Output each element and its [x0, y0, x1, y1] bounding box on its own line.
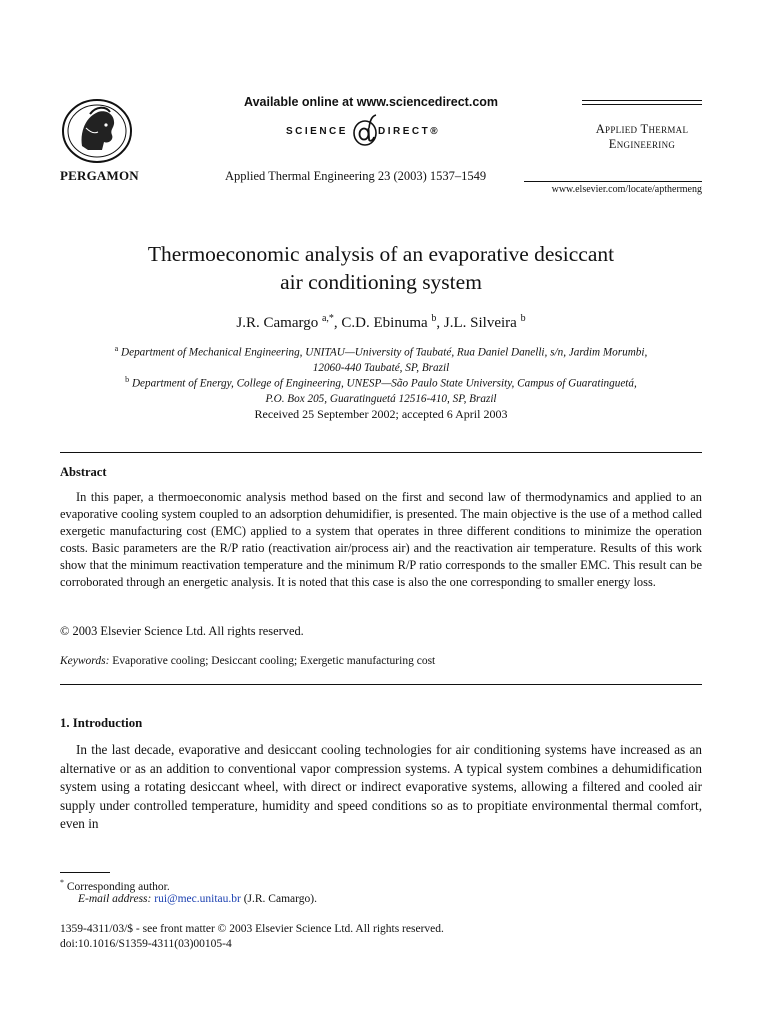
journal-rule-top	[582, 100, 702, 101]
introduction-text: In the last decade, evaporative and desiccant cooling technologies for air conditioning systems have increased as an alternative or as an addition to conventional vapor compression systems. A typical system combines a dehumidification system using a rotating desiccant wheel, with direct or indirect evaporative systems, allowing a filtered and cooled air supply under controlled temperature, humidity and speed conditions so as to propitiate environmental thermal comfort, even in	[60, 742, 702, 832]
journal-name-line1: Applied Thermal	[595, 122, 689, 136]
abstract-bottom-rule	[60, 684, 702, 685]
author-affiliation-mark[interactable]: b	[431, 313, 437, 324]
email-link[interactable]: rui@mec.unitau.br	[154, 893, 241, 905]
author-list	[60, 313, 702, 332]
at-sign-icon	[352, 114, 378, 148]
affiliation-mark: b	[125, 375, 130, 384]
section-heading-introduction: 1. Introduction	[60, 716, 143, 730]
author-name: J.L. Silveira	[443, 315, 517, 331]
doi-link[interactable]: doi:10.1016/S1359-4311(03)00105-4	[60, 938, 232, 950]
email-label: E-mail address:	[78, 893, 152, 905]
author-affiliation-mark[interactable]: b	[520, 313, 526, 324]
affiliation-b	[60, 373, 702, 406]
journal-citation: Applied Thermal Engineering 23 (2003) 1537–1549	[225, 169, 487, 183]
abstract-top-rule	[60, 452, 702, 453]
footnote-text: Corresponding author.	[66, 880, 170, 893]
issn-line: 1359-4311/03/$ - see front matter © 2003 Elsevier Science Ltd. All rights reserved.	[60, 923, 444, 935]
email-owner: (J.R. Camargo).	[243, 893, 317, 905]
journal-url-link[interactable]: www.elsevier.com/locate/apthermeng	[551, 184, 702, 195]
sciencedirect-left-text: SCIENCE	[286, 126, 348, 137]
keywords	[60, 655, 435, 667]
keywords-label: Keywords:	[60, 655, 110, 667]
article-title	[60, 240, 702, 296]
footnote-rule	[60, 872, 110, 873]
author-name: C.D. Ebinuma	[341, 315, 428, 331]
keywords-list: Evaporative cooling; Desiccant cooling; Exergetic manufacturing cost	[112, 655, 436, 667]
affiliation-a	[60, 342, 702, 375]
received-dates: Received 25 September 2002; accepted 6 April 2003	[254, 407, 508, 421]
abstract-text: In this paper, a thermoeconomic analysis method based on the first and second law of thermodynamics and applied to an evaporative cooling system coupled to an adsorption dehumidifier, is presented. The main objective is the use of a method called exergetic manufacturing cost (EMC) applied to a system that operates in three different conditions to minimize the operation costs. Basic parameters are the R/P ratio (reactivation air/process air) and the reactivation air temperature. Results of this work show that the minimum reactivation temperature and the minimum R/P ratio corresponds to the smaller EMC. This result can be corroborated through an energetic analysis. It is noted that this case is also the one corresponding to smaller energy loss.	[60, 490, 702, 589]
footnote-mark: *	[60, 878, 64, 887]
affiliation-line: Department of Mechanical Engineering, UNITAU—University of Taubaté, Rua Daniel Danelli, s/n, Jardim Morumbi,	[121, 346, 648, 359]
journal-rule-bottom	[524, 181, 702, 182]
affiliation-mark: a	[114, 344, 119, 353]
publisher-logo-icon	[60, 98, 134, 164]
footnote-corresponding-author	[60, 878, 170, 893]
publisher-name: PERGAMON	[60, 168, 139, 183]
available-online-text[interactable]: Available online at www.sciencedirect.com	[244, 95, 499, 109]
affiliation-line: P.O. Box 205, Guaratinguetá 12516-410, SP, Brazil	[265, 392, 497, 405]
article-title-line2: air conditioning system	[280, 270, 482, 294]
article-title-line1: Thermoeconomic analysis of an evaporative desiccant	[147, 242, 615, 266]
sciencedirect-logo	[286, 114, 466, 148]
journal-name-line2: Engineering	[608, 137, 676, 151]
author-separator: ,	[333, 315, 342, 331]
footnote-email	[78, 893, 317, 905]
affiliation-line: 12060-440 Taubaté, SP, Brazil	[312, 361, 450, 374]
journal-rule-top-second	[582, 104, 702, 105]
author-separator: ,	[436, 315, 444, 331]
abstract-heading: Abstract	[60, 465, 107, 479]
author-name: J.R. Camargo	[236, 315, 319, 331]
author-affiliation-mark[interactable]: a,*	[321, 313, 334, 324]
affiliation-line: Department of Energy, College of Engineering, UNESP—São Paulo State University, Campus of Guaratinguetá,	[131, 377, 637, 390]
sciencedirect-right-text: DIRECT®	[378, 126, 441, 137]
copyright-notice: © 2003 Elsevier Science Ltd. All rights reserved.	[60, 624, 304, 638]
